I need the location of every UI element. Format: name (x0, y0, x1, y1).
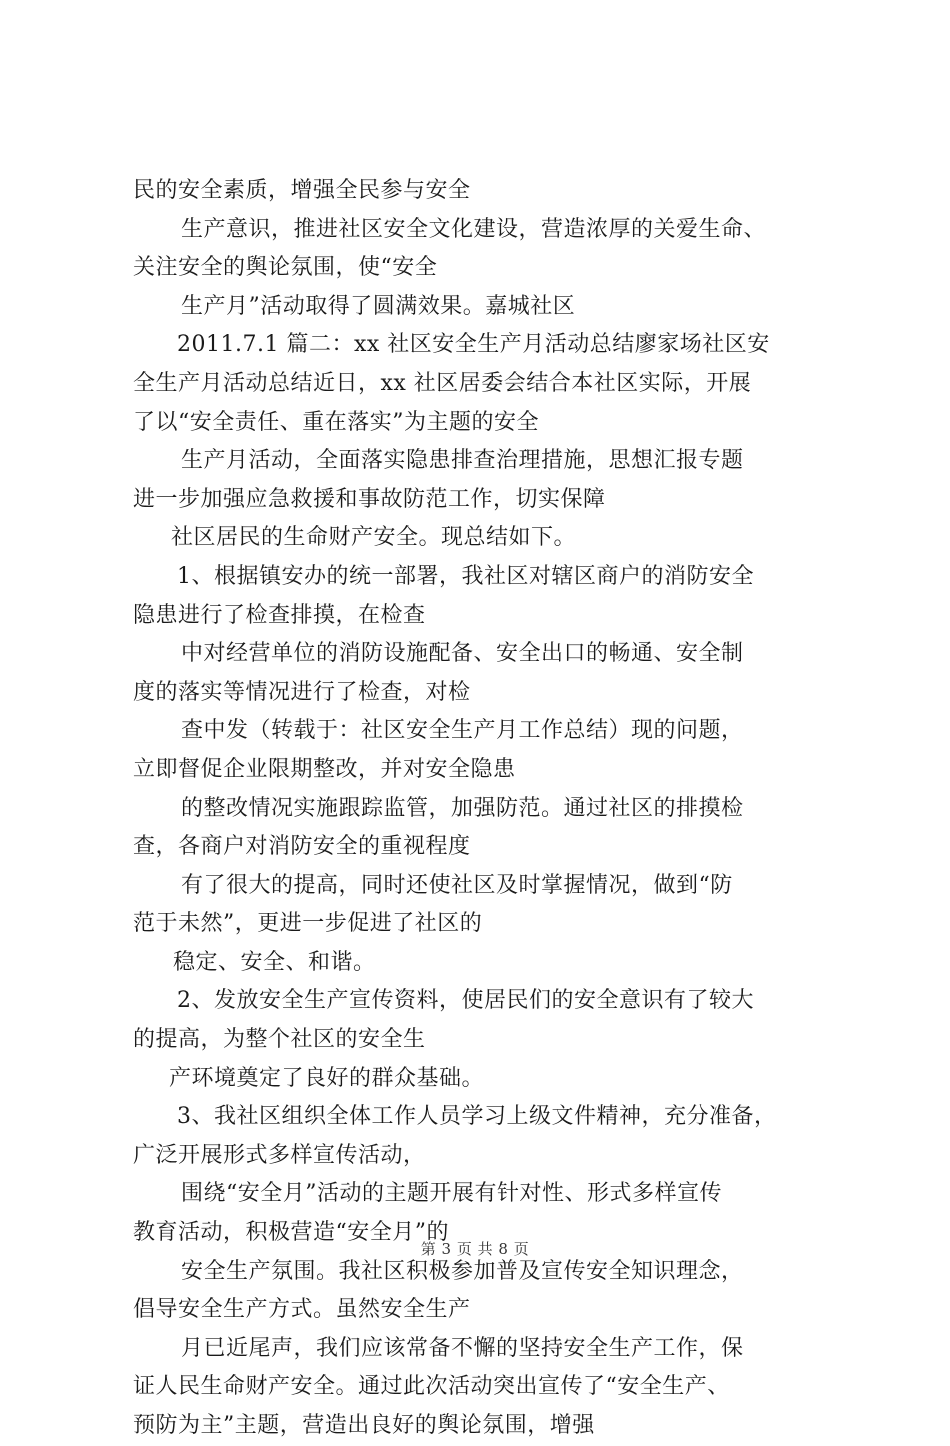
text-line: 社区居民的生命财产安全。现总结如下。 (171, 525, 577, 551)
text-line: 月已近尾声，我们应该常备不懈的坚持安全生产工作，保 (181, 1335, 744, 1361)
text-line: 围绕“安全月”活动的主题开展有针对性、形式多样宣传 (181, 1181, 722, 1207)
text-line: 立即督促企业限期整改，并对安全隐患 (133, 756, 516, 782)
text-line: 全生产月活动总结近日，xx 社区居委会结合本社区实际，开展 (133, 370, 752, 396)
text-line: 关注安全的舆论氛围，使“安全 (133, 255, 438, 281)
text-line: 的整改情况实施跟踪监管，加强防范。通过社区的排摸检 (181, 795, 744, 821)
text-line: 广泛开展形式多样宣传活动， (133, 1142, 426, 1168)
text-line: 生产月”活动取得了圆满效果。嘉城社区 (181, 293, 576, 319)
text-line: 证人民生命财产安全。通过此次活动突出宣传了“安全生产、 (133, 1374, 730, 1400)
text-line: 产环境奠定了良好的群众基础。 (169, 1065, 485, 1091)
text-line: 倡导安全生产方式。虽然安全生产 (133, 1297, 471, 1323)
text-line: 稳定、安全、和谐。 (173, 949, 376, 975)
text-line: 查，各商户对消防安全的重视程度 (133, 834, 471, 860)
text-line: 民的安全素质，增强全民参与安全 (133, 178, 471, 203)
text-line: 了以“安全责任、重在落实”为主题的安全 (133, 409, 539, 435)
text-line: 进一步加强应急救援和事故防范工作，切实保障 (133, 486, 606, 512)
text-line: 预防为主”主题，营造出良好的舆论氛围，增强 (133, 1413, 595, 1438)
text-line: 范于未然”，更进一步促进了社区的 (133, 911, 483, 937)
text-line: 2011.7.1 篇二：xx 社区安全生产月活动总结廖家场社区安 (177, 332, 770, 358)
text-line: 安全生产氛围。我社区积极参加普及宣传安全知识理念， (181, 1258, 744, 1284)
text-line: 的提高，为整个社区的安全生 (133, 1027, 426, 1053)
text-line: 生产意识，推进社区安全文化建设，营造浓厚的关爱生命、 (181, 216, 767, 242)
text-line: 有了很大的提高，同时还使社区及时掌握情况，做到“防 (181, 872, 733, 898)
text-line: 3、我社区组织全体工作人员学习上级文件精神，充分准备， (177, 1104, 777, 1130)
text-line: 隐患进行了检查排摸，在检查 (133, 602, 426, 628)
text-line: 2、发放安全生产宣传资料，使居民们的安全意识有了较大 (177, 988, 754, 1014)
text-line: 生产月活动，全面落实隐患排查治理措施，思想汇报专题 (181, 448, 744, 474)
text-line: 1、根据镇安办的统一部署，我社区对辖区商户的消防安全 (177, 563, 754, 589)
text-line: 教育活动，积极营造“安全月”的 (133, 1220, 449, 1246)
text-line: 查中发（转载于：社区安全生产月工作总结）现的问题， (181, 718, 744, 744)
text-line: 中对经营单位的消防设施配备、安全出口的畅通、安全制 (181, 641, 744, 667)
page-number-footer: 第 3 页 共 8 页 (420, 1240, 530, 1258)
text-line: 度的落实等情况进行了检查，对检 (133, 679, 471, 705)
